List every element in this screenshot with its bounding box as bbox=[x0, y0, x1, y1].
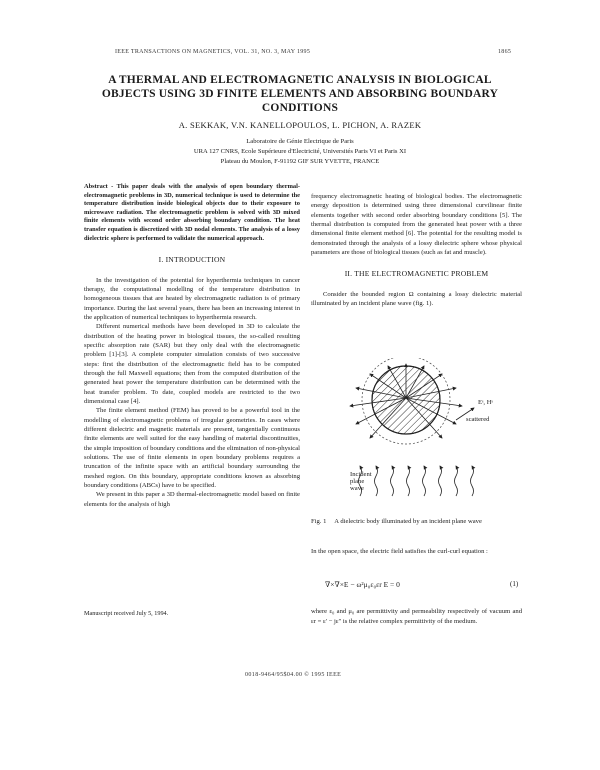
figure-caption-number: Fig. 1 bbox=[311, 518, 327, 525]
right-column bbox=[311, 192, 522, 308]
section-heading-electromagnetic: II. THE ELECTROMAGNETIC PROBLEM bbox=[344, 269, 489, 279]
affiliation-line-3: Plateau du Moulon, F-91192 GIF SUR YVETTE, FRANCE bbox=[220, 158, 380, 165]
abstract: Abstract - This paper deals with the analysis of open boundary thermal-electromagnetic problems in 3D, numerical technique is used to determine the temperature distribution inside biological objects due to their exposure to microwave radiation. The electromagnetic problem is solved with 3D mixed finite elements with second order absorbing boundary condition. The heat transfer equation is discretized with 3D nodal elements. The analysis of a lossy dielectric sphere is performed to validate the numerical approach. bbox=[84, 183, 300, 242]
figure-1 bbox=[338, 358, 518, 508]
paragraph: Different numerical methods have been developed in 3D to calculate the distribution of the heating power in biological tissues, the so-called resulting specific absorption rate (SAR) but they only deal with the electromagnetic problem [1]-[3]. A complete computer simulation consists of two successive steps: first the distribution of the electromagnetic field has to be computed through the full Maxwell equations; then from the computed distribution of the generated heat power the temperature distribution can be determined with the heat transfer problem. To date, coupled models are restricted to the two dimensional case [4]. bbox=[84, 323, 300, 405]
paragraph: In the open space, the electric field satisfies the curl-curl equation : bbox=[311, 548, 488, 555]
paragraph: where ε₀ and μ₀ are permittivity and permeability respectively of vacuum and εr = ε' − jε" is the relative complex permittivity of the medium. bbox=[311, 608, 522, 625]
figure-caption bbox=[311, 517, 521, 526]
paragraph: Consider the bounded region Ω containing a lossy dielectric material illuminated by an incident plane wave (fig. 1). bbox=[311, 290, 522, 308]
affiliation bbox=[130, 137, 470, 167]
incident-wave-label: Incident plane wave bbox=[350, 471, 372, 492]
authors: A. SEKKAK, V.N. KANELLOPOULOS, L. PICHON, A. RAZEK bbox=[178, 120, 422, 130]
page-number: 1865 bbox=[498, 49, 512, 55]
affiliation-line-1: Laboratoire de Génie Electrique de Paris bbox=[246, 138, 354, 145]
paragraph: The finite element method (FEM) has proved to be a powerful tool in the modelling of electromagnetic problems of irregular geometries. In cases where different dielectric and magnetic materials are present, tangentially continuous finite elements are well suited for the easy handling of material discontinuities, the simple imposition of boundary conditions and the elimination of non-physical solutions. The use of finite elements in open boundary problems requires a truncation of the infinite space with an artificial boundary surrounding the meshed region. On this boundary, appropriate conditions known as absorbing boundary conditions (ABCs) have to be specified. bbox=[84, 407, 300, 490]
affiliation-line-2: URA 127 CNRS, Ecole Supérieure d'Electricité, Universités Paris VI et Paris XI bbox=[193, 148, 407, 155]
equation-number: (1) bbox=[510, 580, 519, 588]
footnote: Manuscript received July 5, 1994. bbox=[84, 610, 169, 617]
paragraph: We present in this paper a 3D thermal-electromagnetic model based on finite elements for the analysis of high bbox=[84, 491, 300, 508]
running-header: IEEE TRANSACTIONS ON MAGNETICS, VOL. 31, NO. 3, MAY 1995 bbox=[115, 49, 311, 55]
paragraph: frequency electromagnetic heating of biological bodies. The electromagnetic energy deposition is determined using three dimensional curvilinear finite elements together with second order absorbing boundary conditions [5]. The thermal distribution is computed from the generated heat power with a three dimensional finite element method [6]. The potential for the resulting model is demonstrated through the analysis of a lossy dielectric sphere whose physical parameters are those of biological tissues (such as fat and muscle). bbox=[311, 193, 522, 257]
copyright-footer: 0018-9464/95$04.00 © 1995 IEEE bbox=[245, 672, 342, 678]
paragraph: In the investigation of the potential for hyperthermia techniques in cancer therapy, the computational modelling of the temperature distribution in homogeneous tissues that are heated by electromagnetic radiation is of primary importance. During the last several years, there has been an increasing interest in the application of numerical techniques to hyperthermia research. bbox=[84, 276, 300, 321]
equation-1: ∇×∇×E − ω²μ₀ε₀εr E = 0 bbox=[325, 580, 400, 589]
incident-wave-arrows bbox=[359, 466, 474, 496]
section-heading-introduction: I. INTRODUCTION bbox=[158, 255, 226, 265]
left-column bbox=[84, 183, 300, 509]
paper-title: A THERMAL AND ELECTROMAGNETIC ANALYSIS IN BIOLOGICAL OBJECTS USING 3D FINITE ELEMENTS AND ABSORBING BOUNDARY CONDITIONS bbox=[101, 74, 499, 114]
scattered-label: scattered bbox=[466, 416, 490, 423]
figure-caption-text: A dielectric body illuminated by an incident plane wave bbox=[334, 518, 482, 525]
scattered-field-label: Eˢ, Hˢ bbox=[478, 399, 493, 406]
